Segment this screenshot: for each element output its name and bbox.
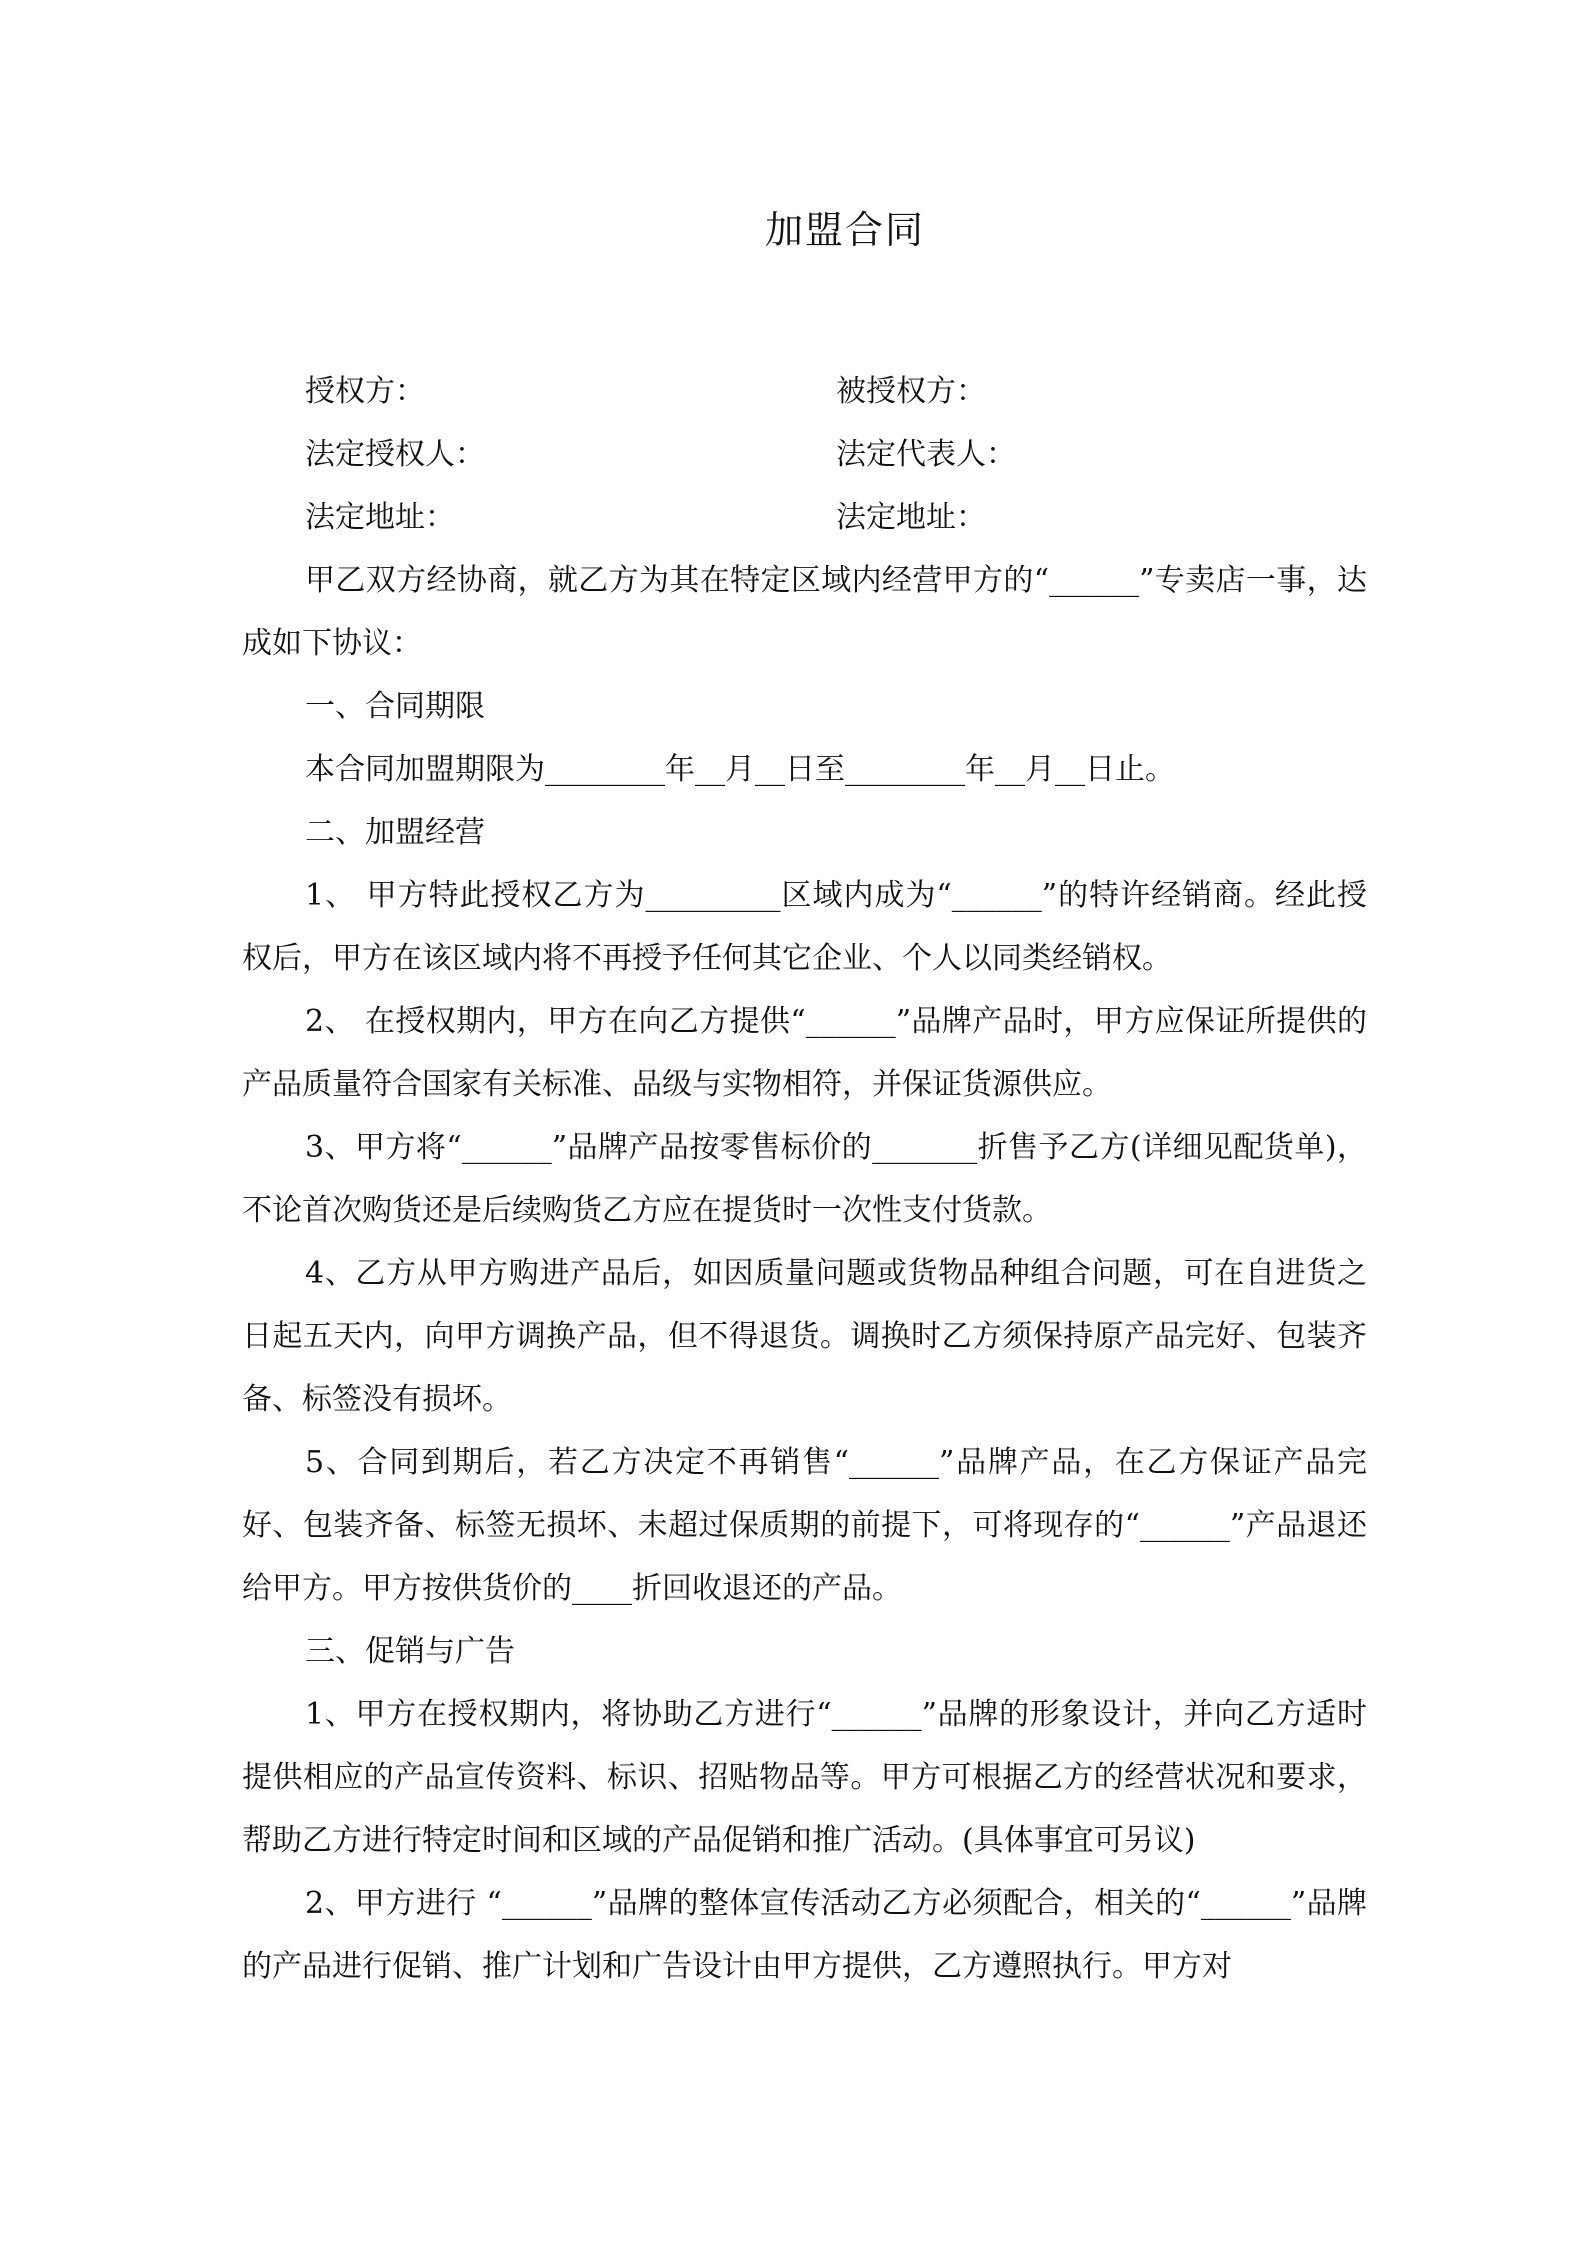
contract-body (242, 360, 1367, 1998)
franchise-item-2: 2、 在授权期内，甲方在向乙方提供“______”品牌产品时，甲方应保证所提供的产品质量符合国家有关标准、品级与实物相符，并保证货源供应。 (242, 1004, 1367, 1102)
party-row-address (242, 486, 1367, 549)
franchise-item-3: 3、甲方将“______”品牌产品按零售标价的_______折售予乙方(详细见配货单)，不论首次购货还是后续购货乙方应在提货时一次性支付货款。 (242, 1130, 1367, 1228)
authorized-address-label: 法定地址： (836, 500, 986, 535)
party-row-authorizer (242, 360, 1367, 423)
authorizer-label: 授权方： (305, 374, 425, 409)
party-row-representative (242, 423, 1367, 486)
document-title: 加盟合同 (764, 208, 925, 252)
authorized-party-label: 被授权方： (836, 374, 986, 409)
legal-authorizer-label: 法定授权人： (305, 437, 485, 472)
section-heading-promotion-advertising: 三、促销与广告 (305, 1634, 515, 1669)
authorizer-address-label: 法定地址： (305, 500, 455, 535)
franchise-item-4: 4、乙方从甲方购进产品后，如因质量问题或货物品种组合问题，可在自进货之日起五天内，向甲方调换产品，但不得退货。调换时乙方须保持原产品完好、包装齐备、标签没有损坏。 (242, 1256, 1367, 1417)
promotion-item-2: 2、甲方进行 “______”品牌的整体宣传活动乙方必须配合，相关的“______”品牌的产品进行促销、推广计划和广告设计由甲方提供，乙方遵照执行。甲方对 (242, 1886, 1367, 1984)
intro-paragraph: 甲乙双方经协商，就乙方为其在特定区域内经营甲方的“______”专卖店一事，达成如下协议： (242, 563, 1367, 661)
term-paragraph: 本合同加盟期限为________年__月__日至________年__月__日止。 (305, 752, 1175, 787)
promotion-item-1: 1、甲方在授权期内，将协助乙方进行“______”品牌的形象设计，并向乙方适时提供相应的产品宣传资料、标识、招贴物品等。甲方可根据乙方的经营状况和要求，帮助乙方进行特定时间和区域的产品促销和推广活动。(具体事宜可另议) (242, 1697, 1367, 1858)
franchise-item-5: 5、合同到期后，若乙方决定不再销售“______”品牌产品，在乙方保证产品完好、包装齐备、标签无损坏、未超过保质期的前提下，可将现存的“______”产品退还给甲方。甲方按供货价的____折回收退还的产品。 (242, 1445, 1367, 1606)
legal-representative-label: 法定代表人： (836, 437, 1016, 472)
franchise-item-1: 1、 甲方特此授权乙方为_________区域内成为“______”的特许经销商。经此授权后，甲方在该区域内将不再授予任何其它企业、个人以同类经销权。 (242, 878, 1367, 976)
section-heading-franchise-operation: 二、加盟经营 (305, 815, 485, 850)
section-heading-term: 一、合同期限 (305, 689, 485, 724)
